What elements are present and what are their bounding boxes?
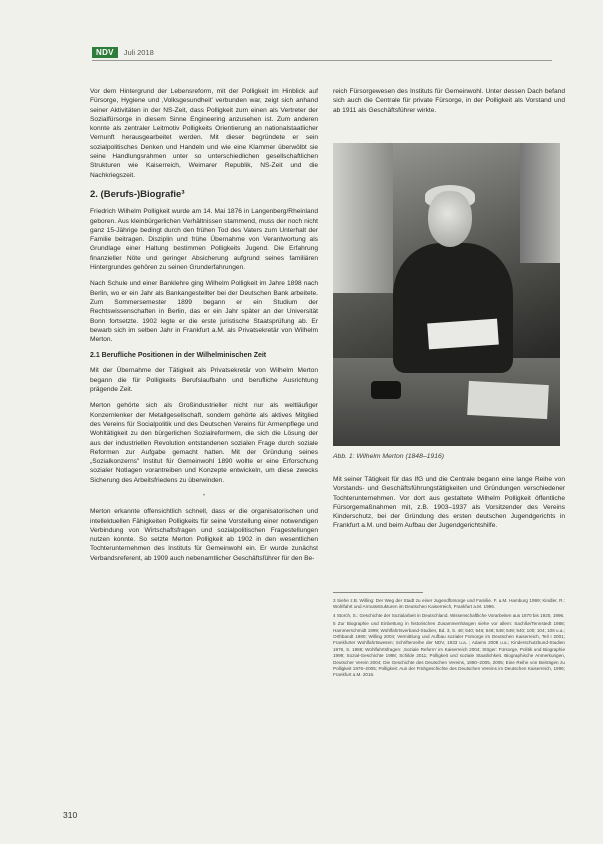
paragraph: Nach Schule und einer Banklehre ging Wilhelm Polligkeit im Jahre 1898 nach Berlin, wo er ein Jahr als Bankangestellter bei der Deutschen Bank arbeitete. Zum Sommersemester 1899 begann er ein Studium der Rechtswissenschaften in Berlin, das er ein Jahr später an der Universität Bonn fortsetzte. 1902 legte er die erste juristische Staatsprüfung ab. Er bewarb sich im selben Jahr in Frankfurt a.M. als Privatsekretär von Wilhelm Merton. bbox=[90, 280, 318, 344]
paragraph: reich Fürsorgewesen des Instituts für Gemeinwohl. Unter dessen Dach befand sich auch die Centrale für private Fürsorge, in der Polligkeit als Vorstand und ab 1911 als Geschäftsführer wirkte. bbox=[333, 88, 565, 114]
page-header bbox=[92, 46, 154, 58]
issue-date: Juli 2018 bbox=[123, 47, 154, 57]
footnotes bbox=[333, 598, 565, 681]
right-column-top bbox=[333, 87, 565, 122]
section-heading: 2. (Berufs-)Biografie³ bbox=[90, 188, 185, 200]
header-rule bbox=[92, 60, 552, 61]
paragraph: Mit der Übernahme der Tätigkeit als Privatsekretär von Wilhelm Merton begann die für Polligkeits Berufslaufbahn und berufliche Ausrichtung prägende Zeit. bbox=[90, 367, 318, 394]
paragraph: Mit seiner Tätigkeit für das IfG und die Centrale begann eine lange Reihe von Vorstands- und Geschäftsführungstätigkeiten und Gründungen verschiedener Tochterunternehmen. Vor dort aus gestaltete Wilhelm Polligkeit öffentliche Fürsorgemaßnahmen mit, z.B. 1903–1937 als Vorsitzender des Vereins Kinderschutz, bei der Gründung des ersten deutschen Jugendgerichts in Frankfurt a.M. und beim Aufbau der Jugendgerichtshilfe. bbox=[333, 476, 565, 530]
right-column-bottom bbox=[333, 475, 565, 538]
paragraph: Vor dem Hintergrund der Lebensreform, mit der Polligkeit im Hinblick auf Fürsorge, Hygiene und ‚Volksgesundheit' verbunden war, zeigt sich anhand seiner Aktivitäten in der NS-Zeit, dass Polligkeit zum einen als Vertreter der Sozialfürsorge in diesem Sinne Engineering anzusehen ist. Zum anderen konnte als zentraler Leitmotiv Polligkeits Orientierung an nationalstaatlicher Vernunft herausgearbeitet werden. Mit dieser begründete er sein sozialpolitisches Denken und Handeln und wie eine Klammer überwölbt sie seine Handlungsrahmen unter so unterschiedlichen gesellschaftlichen Strukturen wie Kaiserreich, Weimarer Republik, NS-Zeit und die Nachkriegszeit. bbox=[90, 88, 318, 179]
portrait-photo bbox=[333, 143, 560, 446]
subsection-heading: 2.1 Berufliche Positionen in der Wilhelminischen Zeit bbox=[90, 352, 267, 360]
footnote: 3 Siehe z.B. Willing: Der Weg der Stadt zu einer Jugendfürsorge und Familie. F. a.M. Hamburg 1999; Kindler, R.: Wohlfahrt und Armutsstrukturen im Deutschen Kaiserreich, Frankfurt a.M. 1996. bbox=[333, 598, 565, 610]
paragraph: Merton gehörte sich als Großindustrieller nicht nur als weltläufiger Konzernlenker der Metallgesellschaft, sondern gehörte als aktives Mitglied des Vereins für Socialpolitik und des Deutschen Vereins für Armenpflege und Wohltätigkeit zu den bürgerlichen Sozialreformern, die sich die Lösung der aus der industriellen Revolution entstandenen sozialen Frage durch soziale Reformen zur Aufgabe gemacht hatten. Mit der Gründung seines „Sozialkonzerns" Institut für Gemeinwohl 1890 wollte er eine Erforschung sozialer Notlagen vorantreiben und Konzepte entwickeln, um diese zwecks Sicherung des Arbeitsfriedens zu überwinden. bbox=[90, 402, 318, 484]
page-number: 310 bbox=[63, 810, 78, 820]
divider-dot: • bbox=[202, 492, 206, 499]
left-column bbox=[90, 87, 318, 570]
paragraph: Friedrich Wilhelm Polligkeit wurde am 14. Mai 1876 in Langenberg/Rheinland geboren. Aus kleinbürgerlichen Verhältnissen stammend, muss der noch nicht ganz 15-Jährige bedingt durch den frühen Tod des Vaters zum Unterhalt der Familie beitragen. Disziplin und frühe Übernahme von Verantwortung als Grundlage einer Haltung bestimmen Polligkeits Jugend. Die Erfahrung finanzieller Nöte und geringer Absicherung aufgrund seines familiären Hintergrundes gehören zu seinen Grunderfahrungen. bbox=[90, 208, 318, 272]
paragraph: Merton erkannte offensichtlich schnell, dass er die organisatorischen und intellektuellen Fähigkeiten Polligkeits für seine Vorstellung einer notwendigen Verbindung von Wirtschaftsfragen und sozialpolitischen Fragestellungen nutzen konnte. So setzte Merton Polligkeit ab 1902 in den wesentlichen Tochterunternehmen des Instituts für Gemeinwohl ein. Er wurde zunächst Verbandsreferent, ab 1909 auch nebenamtlicher Geschäftsführer für den Be- bbox=[90, 508, 318, 562]
footnote-rule bbox=[333, 592, 423, 593]
footnote: 4 Storch, S.: Geschichte der Sozialarbeit in Deutschland. Wissenschaftliche Vorarbeiten aus 1870 bis 1920, 1996. bbox=[333, 612, 565, 618]
footnote: 5 Zur Biographie und Einbettung in historischen Zusammenhängen siehe vor allem: Sachße/Tennstedt 1988; Hammerschmidt 1999; Wohlfahrtsverband-Studien, Bd. 3, S. 48; 540; 546; 548; 548; 549; 540; 100; 104; 106 u.a.; Orthbandt 1980; Willing 2004; Vermittlung und Aufbau sozialer Fürsorge im Deutschen Kaiserreich, Teil I 2001; Frankfurter Wohlfahrtswesen; Schriftenreihe der NDV, 1933 u.a. ; Adams 2008 u.a.; Kinderschutzbund-Studien 1976, S. 1986; Wohlfahrtsfragen: ‚Soziale Reform' im Kaiserreich 2004; Stöger: Fürsorge, Politik und Biographie 1999; Sozial-Geschichte 1998; Schilde 2011; Polligkeit und soziale Staatlichkeit. Biographische Anmerkungen, Deutscher Verein 2004; Die Geschichte des Deutschen Vereins, 1880–2005, 2005; Eine Reihe von Beiträgen zu Polligkeit 1976–2005; Polligkeit: Aus der Frühgeschichte des Deutschen Vereins im Deutschen Kaiserreich, 1996; Frankfurt a.M. 2016. bbox=[333, 621, 565, 678]
photo-caption: Abb. 1: Wilhelm Merton (1848–1916) bbox=[333, 453, 445, 460]
journal-badge: NDV bbox=[92, 47, 118, 58]
